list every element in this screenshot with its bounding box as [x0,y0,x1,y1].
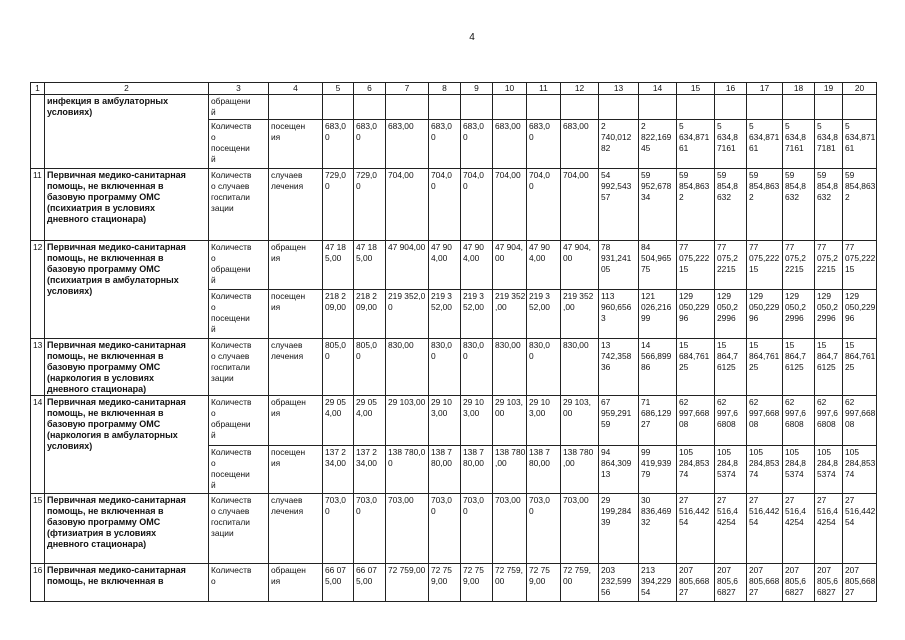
value-cell-col-13: 113 960,656 3 [599,290,639,339]
value-cell-col-15 [677,95,715,120]
value-cell-col-8: 138 7 80,00 [429,446,461,494]
value-cell-col-17: 207 805,668 27 [747,564,783,602]
unit-cell [269,95,323,120]
column-number: 19 [815,83,843,95]
value-cell-col-9: 72 75 9,00 [461,564,493,602]
value-cell-col-20: 105 284,853 74 [843,446,877,494]
value-cell-col-7: 703,00 [386,494,429,564]
value-cell-col-19: 62 997,6 6808 [815,396,843,446]
table-row [31,241,877,290]
value-cell-col-18: 62 997,6 6808 [783,396,815,446]
value-cell-col-20: 27 516,442 54 [843,494,877,564]
value-cell-col-12: 704,00 [561,169,599,241]
value-cell-col-6: 218 2 09,00 [354,290,386,339]
value-cell-col-5 [323,95,354,120]
table-header [31,83,877,95]
value-cell-col-7: 47 904,00 [386,241,429,290]
value-cell-col-7: 219 352,0 0 [386,290,429,339]
indicator-cell: Количеств о [209,564,269,602]
value-cell-col-8: 703,0 0 [429,494,461,564]
value-cell-col-5: 218 2 09,00 [323,290,354,339]
value-cell-col-7 [386,95,429,120]
column-number: 14 [639,83,677,95]
value-cell-col-10 [493,95,527,120]
value-cell-col-16: 27 516,4 4254 [715,494,747,564]
value-cell-col-8: 72 75 9,00 [429,564,461,602]
value-cell-col-9: 683,0 0 [461,120,493,169]
value-cell-col-13 [599,95,639,120]
value-cell-col-8: 683,0 0 [429,120,461,169]
value-cell-col-6: 29 05 4,00 [354,396,386,446]
row-number-cell [31,95,45,169]
value-cell-col-11 [527,95,561,120]
value-cell-col-20 [843,95,877,120]
value-cell-col-14: 59 952,678 34 [639,169,677,241]
value-cell-col-13: 67 959,291 59 [599,396,639,446]
value-cell-col-8: 29 10 3,00 [429,396,461,446]
value-cell-col-5: 66 07 5,00 [323,564,354,602]
column-number: 9 [461,83,493,95]
value-cell-col-11: 219 3 52,00 [527,290,561,339]
value-cell-col-16: 207 805,6 6827 [715,564,747,602]
value-cell-col-14: 99 419,939 79 [639,446,677,494]
value-cell-col-13: 78 931,241 05 [599,241,639,290]
value-cell-col-20: 5 634,871 61 [843,120,877,169]
value-cell-col-18: 129 050,2 2996 [783,290,815,339]
table-row [31,169,877,241]
value-cell-col-10: 704,00 [493,169,527,241]
value-cell-col-5: 805,0 0 [323,339,354,396]
value-cell-col-19: 105 284,8 5374 [815,446,843,494]
value-cell-col-6: 137 2 34,00 [354,446,386,494]
value-cell-col-6: 66 07 5,00 [354,564,386,602]
service-name-cell: Первичная медико-санитарная помощь, не включенная в базовую программу ОМС (фтизиатрия в условиях дневного стационара) [45,494,209,564]
value-cell-col-8: 830,0 0 [429,339,461,396]
value-cell-col-20: 15 864,761 25 [843,339,877,396]
column-number: 10 [493,83,527,95]
value-cell-col-12: 830,00 [561,339,599,396]
row-number-cell: 13 [31,339,45,396]
value-cell-col-18: 207 805,6 6827 [783,564,815,602]
value-cell-col-7: 830,00 [386,339,429,396]
service-name-cell: Первичная медико-санитарная помощь, не включенная в базовую программу ОМС (психиатрия в амбулаторных условиях) [45,241,209,339]
value-cell-col-14: 2 822,169 45 [639,120,677,169]
value-cell-col-15: 77 075,222 15 [677,241,715,290]
value-cell-col-5: 703,0 0 [323,494,354,564]
value-cell-col-19: 15 864,7 6125 [815,339,843,396]
value-cell-col-9: 703,0 0 [461,494,493,564]
value-cell-col-18: 5 634,8 7161 [783,120,815,169]
value-cell-col-8: 219 3 52,00 [429,290,461,339]
value-cell-col-19: 129 050,2 2996 [815,290,843,339]
row-number-cell: 11 [31,169,45,241]
value-cell-col-6: 729,0 0 [354,169,386,241]
value-cell-col-15: 62 997,668 08 [677,396,715,446]
service-name-cell: Первичная медико-санитарная помощь, не включенная в [45,564,209,602]
indicator-cell: Количеств о посещени й [209,290,269,339]
value-cell-col-20: 59 854,863 2 [843,169,877,241]
indicator-cell: Количеств о посещени й [209,120,269,169]
value-cell-col-12: 138 780 ,00 [561,446,599,494]
table-body [31,95,877,602]
value-cell-col-16: 5 634,8 7161 [715,120,747,169]
value-cell-col-8: 704,0 0 [429,169,461,241]
value-cell-col-16: 59 854,8 632 [715,169,747,241]
indicator-cell: Количеств о посещени й [209,446,269,494]
value-cell-col-9: 47 90 4,00 [461,241,493,290]
table-row [31,564,877,602]
value-cell-col-10: 219 352 ,00 [493,290,527,339]
value-cell-col-16: 15 864,7 6125 [715,339,747,396]
column-number: 4 [269,83,323,95]
value-cell-col-14: 14 566,899 86 [639,339,677,396]
table-row [31,95,877,120]
unit-cell: случаев лечения [269,339,323,396]
value-cell-col-16: 129 050,2 2996 [715,290,747,339]
value-cell-col-17: 62 997,668 08 [747,396,783,446]
value-cell-col-18: 105 284,8 5374 [783,446,815,494]
value-cell-col-9: 219 3 52,00 [461,290,493,339]
row-number-cell: 16 [31,564,45,602]
value-cell-col-13: 13 742,358 36 [599,339,639,396]
value-cell-col-6: 683,0 0 [354,120,386,169]
column-number-row [31,83,877,95]
value-cell-col-17: 27 516,442 54 [747,494,783,564]
row-number-cell: 14 [31,396,45,494]
value-cell-col-10: 72 759, 00 [493,564,527,602]
value-cell-col-19: 59 854,8 632 [815,169,843,241]
value-cell-col-11: 138 7 80,00 [527,446,561,494]
value-cell-col-9: 830,0 0 [461,339,493,396]
value-cell-col-15: 129 050,229 96 [677,290,715,339]
value-cell-col-8: 47 90 4,00 [429,241,461,290]
value-cell-col-17: 5 634,871 61 [747,120,783,169]
row-number-cell: 15 [31,494,45,564]
value-cell-col-11: 683,0 0 [527,120,561,169]
value-cell-col-10: 47 904, 00 [493,241,527,290]
value-cell-col-9: 29 10 3,00 [461,396,493,446]
value-cell-col-16: 105 284,8 5374 [715,446,747,494]
value-cell-col-10: 703,00 [493,494,527,564]
value-cell-col-9: 704,0 0 [461,169,493,241]
value-cell-col-13: 54 992,543 57 [599,169,639,241]
unit-cell: посещен ия [269,446,323,494]
table-row [31,494,877,564]
value-cell-col-14 [639,95,677,120]
service-name-cell: Первичная медико-санитарная помощь, не включенная в базовую программу ОМС (психиатрия в условиях дневного стационара) [45,169,209,241]
value-cell-col-17: 129 050,229 96 [747,290,783,339]
value-cell-col-17: 105 284,853 74 [747,446,783,494]
value-cell-col-14: 84 504,965 75 [639,241,677,290]
value-cell-col-11: 47 90 4,00 [527,241,561,290]
value-cell-col-16 [715,95,747,120]
value-cell-col-8 [429,95,461,120]
unit-cell: посещен ия [269,120,323,169]
value-cell-col-18 [783,95,815,120]
table-row [31,396,877,446]
value-cell-col-17: 77 075,222 15 [747,241,783,290]
value-cell-col-19: 207 805,6 6827 [815,564,843,602]
service-name-cell: Первичная медико-санитарная помощь, не включенная в базовую программу ОМС (наркология в амбулаторных условиях) [45,396,209,494]
indicator-cell: Количеств о обращени й [209,396,269,446]
value-cell-col-5: 137 2 34,00 [323,446,354,494]
value-cell-col-15: 59 854,863 2 [677,169,715,241]
value-cell-col-10: 830,00 [493,339,527,396]
value-cell-col-12: 72 759, 00 [561,564,599,602]
indicator-cell: обращени й [209,95,269,120]
value-cell-col-20: 62 997,668 08 [843,396,877,446]
value-cell-col-19: 5 634,8 7181 [815,120,843,169]
value-cell-col-5: 47 18 5,00 [323,241,354,290]
column-number: 17 [747,83,783,95]
unit-cell: обращен ия [269,564,323,602]
value-cell-col-18: 27 516,4 4254 [783,494,815,564]
value-cell-col-7: 138 780,0 0 [386,446,429,494]
value-cell-col-6: 703,0 0 [354,494,386,564]
value-cell-col-13: 2 740,012 82 [599,120,639,169]
value-cell-col-13: 94 864,309 13 [599,446,639,494]
value-cell-col-18: 15 864,7 6125 [783,339,815,396]
value-cell-col-20: 129 050,229 96 [843,290,877,339]
value-cell-col-13: 29 199,284 39 [599,494,639,564]
column-number: 12 [561,83,599,95]
value-cell-col-11: 703,0 0 [527,494,561,564]
value-cell-col-12: 219 352 ,00 [561,290,599,339]
column-number: 3 [209,83,269,95]
value-cell-col-5: 729,0 0 [323,169,354,241]
value-cell-col-11: 704,0 0 [527,169,561,241]
column-number: 2 [45,83,209,95]
column-number: 8 [429,83,461,95]
value-cell-col-12: 47 904, 00 [561,241,599,290]
value-cell-col-19: 27 516,4 4254 [815,494,843,564]
unit-cell: обращен ия [269,396,323,446]
unit-cell: посещен ия [269,290,323,339]
column-number: 11 [527,83,561,95]
value-cell-col-9: 138 7 80,00 [461,446,493,494]
value-cell-col-6 [354,95,386,120]
value-cell-col-11: 830,0 0 [527,339,561,396]
unit-cell: случаев лечения [269,169,323,241]
value-cell-col-10: 29 103, 00 [493,396,527,446]
value-cell-col-15: 15 684,761 25 [677,339,715,396]
column-number: 1 [31,83,45,95]
value-cell-col-9 [461,95,493,120]
data-table [30,82,877,602]
service-name-cell: Первичная медико-санитарная помощь, не включенная в базовую программу ОМС (наркология в условиях дневного стационара) [45,339,209,396]
value-cell-col-12 [561,95,599,120]
value-cell-col-11: 72 75 9,00 [527,564,561,602]
unit-cell: случаев лечения [269,494,323,564]
value-cell-col-6: 805,0 0 [354,339,386,396]
value-cell-col-6: 47 18 5,00 [354,241,386,290]
value-cell-col-5: 29 05 4,00 [323,396,354,446]
value-cell-col-12: 683,00 [561,120,599,169]
column-number: 13 [599,83,639,95]
value-cell-col-14: 71 686,129 27 [639,396,677,446]
value-cell-col-13: 203 232,599 56 [599,564,639,602]
value-cell-col-20: 77 075,222 15 [843,241,877,290]
value-cell-col-16: 77 075,2 2215 [715,241,747,290]
value-cell-col-17 [747,95,783,120]
indicator-cell: Количеств о случаев госпитали зации [209,339,269,396]
value-cell-col-7: 683,00 [386,120,429,169]
value-cell-col-19 [815,95,843,120]
indicator-cell: Количеств о обращени й [209,241,269,290]
column-number: 16 [715,83,747,95]
value-cell-col-5: 683,0 0 [323,120,354,169]
value-cell-col-10: 138 780 ,00 [493,446,527,494]
column-number: 20 [843,83,877,95]
value-cell-col-17: 59 854,863 2 [747,169,783,241]
value-cell-col-18: 77 075,2 2215 [783,241,815,290]
value-cell-col-15: 207 805,668 27 [677,564,715,602]
value-cell-col-11: 29 10 3,00 [527,396,561,446]
value-cell-col-7: 72 759,00 [386,564,429,602]
table-row [31,339,877,396]
value-cell-col-12: 703,00 [561,494,599,564]
service-name-cell: инфекция в амбулаторных условиях) [45,95,209,169]
value-cell-col-18: 59 854,8 632 [783,169,815,241]
column-number: 15 [677,83,715,95]
column-number: 18 [783,83,815,95]
column-number: 5 [323,83,354,95]
column-number: 6 [354,83,386,95]
indicator-cell: Количеств о случаев госпитали зации [209,494,269,564]
value-cell-col-15: 105 284,853 74 [677,446,715,494]
value-cell-col-14: 30 836,469 32 [639,494,677,564]
value-cell-col-19: 77 075,2 2215 [815,241,843,290]
value-cell-col-12: 29 103, 00 [561,396,599,446]
indicator-cell: Количеств о случаев госпитали зации [209,169,269,241]
row-number-cell: 12 [31,241,45,339]
value-cell-col-14: 121 026,216 99 [639,290,677,339]
value-cell-col-7: 29 103,00 [386,396,429,446]
value-cell-col-20: 207 805,668 27 [843,564,877,602]
page-number: 4 [469,32,475,43]
value-cell-col-15: 5 634,871 61 [677,120,715,169]
value-cell-col-10: 683,00 [493,120,527,169]
value-cell-col-15: 27 516,442 54 [677,494,715,564]
column-number: 7 [386,83,429,95]
value-cell-col-14: 213 394,229 54 [639,564,677,602]
value-cell-col-17: 15 864,761 25 [747,339,783,396]
value-cell-col-7: 704,00 [386,169,429,241]
value-cell-col-16: 62 997,6 6808 [715,396,747,446]
unit-cell: обращен ия [269,241,323,290]
